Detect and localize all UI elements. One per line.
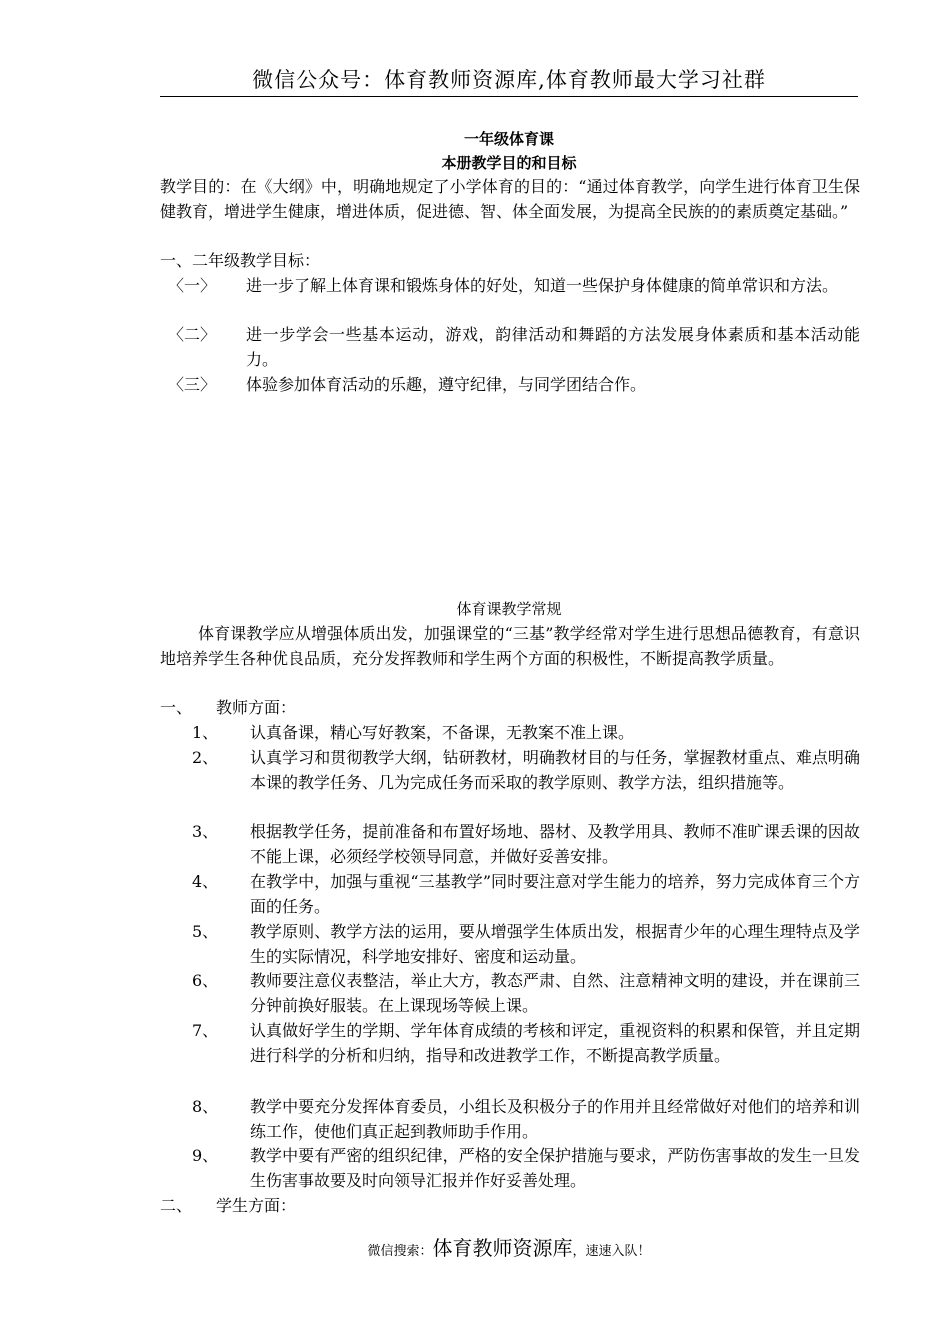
goal-label: 〈三〉 — [168, 375, 217, 394]
title-goals: 本册教学目的和目标 — [441, 154, 577, 172]
purpose-paragraph: 教学目的：在《大纲》中，明确地规定了小学体育的目的：“通过体育教学，向学生进行体育卫生保健教育，增进学生健康，增进体质，促进德、智、体全面发展，为提高全民族的的素质奠定基础。” — [160, 177, 860, 221]
student-heading: 学生方面： — [216, 1196, 297, 1215]
teacher-heading: 教师方面： — [216, 698, 297, 717]
header-divider — [160, 96, 858, 97]
item-text: 认真做好学生的学期、学年体育成绩的考核和评定，重视资料的积累和保管，并且定期进行科学的分析和归纳，指导和改进教学工作，不断提高教学质量。 — [250, 1021, 860, 1065]
item-text: 教学中要有严密的组织纪律，严格的安全保护措施与要求，严防伤害事故的发生一旦发生伤害事故要及时向领导汇报并作好妥善处理。 — [250, 1146, 860, 1190]
teacher-heading-num: 一、 — [160, 698, 193, 717]
goal-text: 体验参加体育活动的乐趣，遵守纪律，与同学团结合作。 — [246, 375, 647, 394]
item-number: 3、 — [192, 822, 219, 841]
item-text: 教学原则、教学方法的运用，要从增强学生体质出发，根据青少年的心理生理特点及学生的实际情况，科学地安排好、密度和运动量。 — [250, 922, 860, 966]
item-number: 1、 — [192, 723, 219, 742]
footer-prefix: 微信搜索： — [367, 1244, 433, 1259]
footer-suffix: ，速速入队！ — [572, 1244, 651, 1259]
goal-label: 〈二〉 — [168, 325, 217, 344]
item-number: 8、 — [192, 1097, 219, 1116]
item-text: 教师要注意仪表整洁，举止大方，教态严肃、自然、注意精神文明的建设，并在课前三分钟前换好服装。在上课现场等候上课。 — [250, 971, 860, 1015]
routine-intro: 体育课教学应从增强体质出发，加强课堂的“三基”教学经常对学生进行思想品德教育，有意识地培养学生各种优良品质，充分发挥教师和学生两个方面的积极性，不断提高教学质量。 — [160, 624, 860, 668]
item-text: 认真备课，精心写好教案，不备课，无教案不准上课。 — [250, 723, 635, 742]
item-text: 认真学习和贯彻教学大纲，钻研教材，明确教材目的与任务，掌握教材重点、难点明确本课的教学任务、几为完成任务而采取的教学原则、教学方法，组织措施等。 — [250, 748, 860, 792]
item-number: 2、 — [192, 748, 219, 767]
routine-title: 体育课教学常规 — [456, 600, 562, 618]
student-heading-num: 二、 — [160, 1196, 193, 1215]
goal-label: 〈一〉 — [168, 276, 217, 295]
item-text: 教学中要充分发挥体育委员，小组长及积极分子的作用并且经常做好对他们的培养和训练工作，使他们真正起到教师助手作用。 — [250, 1097, 860, 1141]
item-text: 在教学中，加强与重视“三基教学”同时要注意对学生能力的培养，努力完成体育三个方面的任务。 — [250, 872, 860, 916]
page-footer — [160, 1232, 858, 1261]
page-header: 微信公众号：体育教师资源库,体育教师最大学习社群 — [252, 68, 766, 92]
goals-heading: 一、二年级教学目标： — [160, 251, 321, 270]
item-number: 4、 — [192, 872, 219, 891]
item-number: 9、 — [192, 1146, 219, 1165]
item-number: 7、 — [192, 1021, 219, 1040]
goal-text: 进一步学会一些基本运动，游戏，韵律活动和舞蹈的方法发展身体素质和基本活动能力。 — [246, 325, 860, 369]
item-text: 根据教学任务，提前准备和布置好场地、器材、及教学用具、教师不准旷课丢课的因故不能上课，必须经学校领导同意，并做好妥善安排。 — [250, 822, 860, 866]
item-number: 5、 — [192, 922, 219, 941]
title-grade: 一年级体育课 — [463, 130, 554, 148]
goal-text: 进一步了解上体育课和锻炼身体的好处，知道一些保护身体健康的简单常识和方法。 — [246, 276, 839, 295]
item-number: 6、 — [192, 971, 219, 990]
footer-name: 体育教师资源库 — [432, 1236, 573, 1260]
